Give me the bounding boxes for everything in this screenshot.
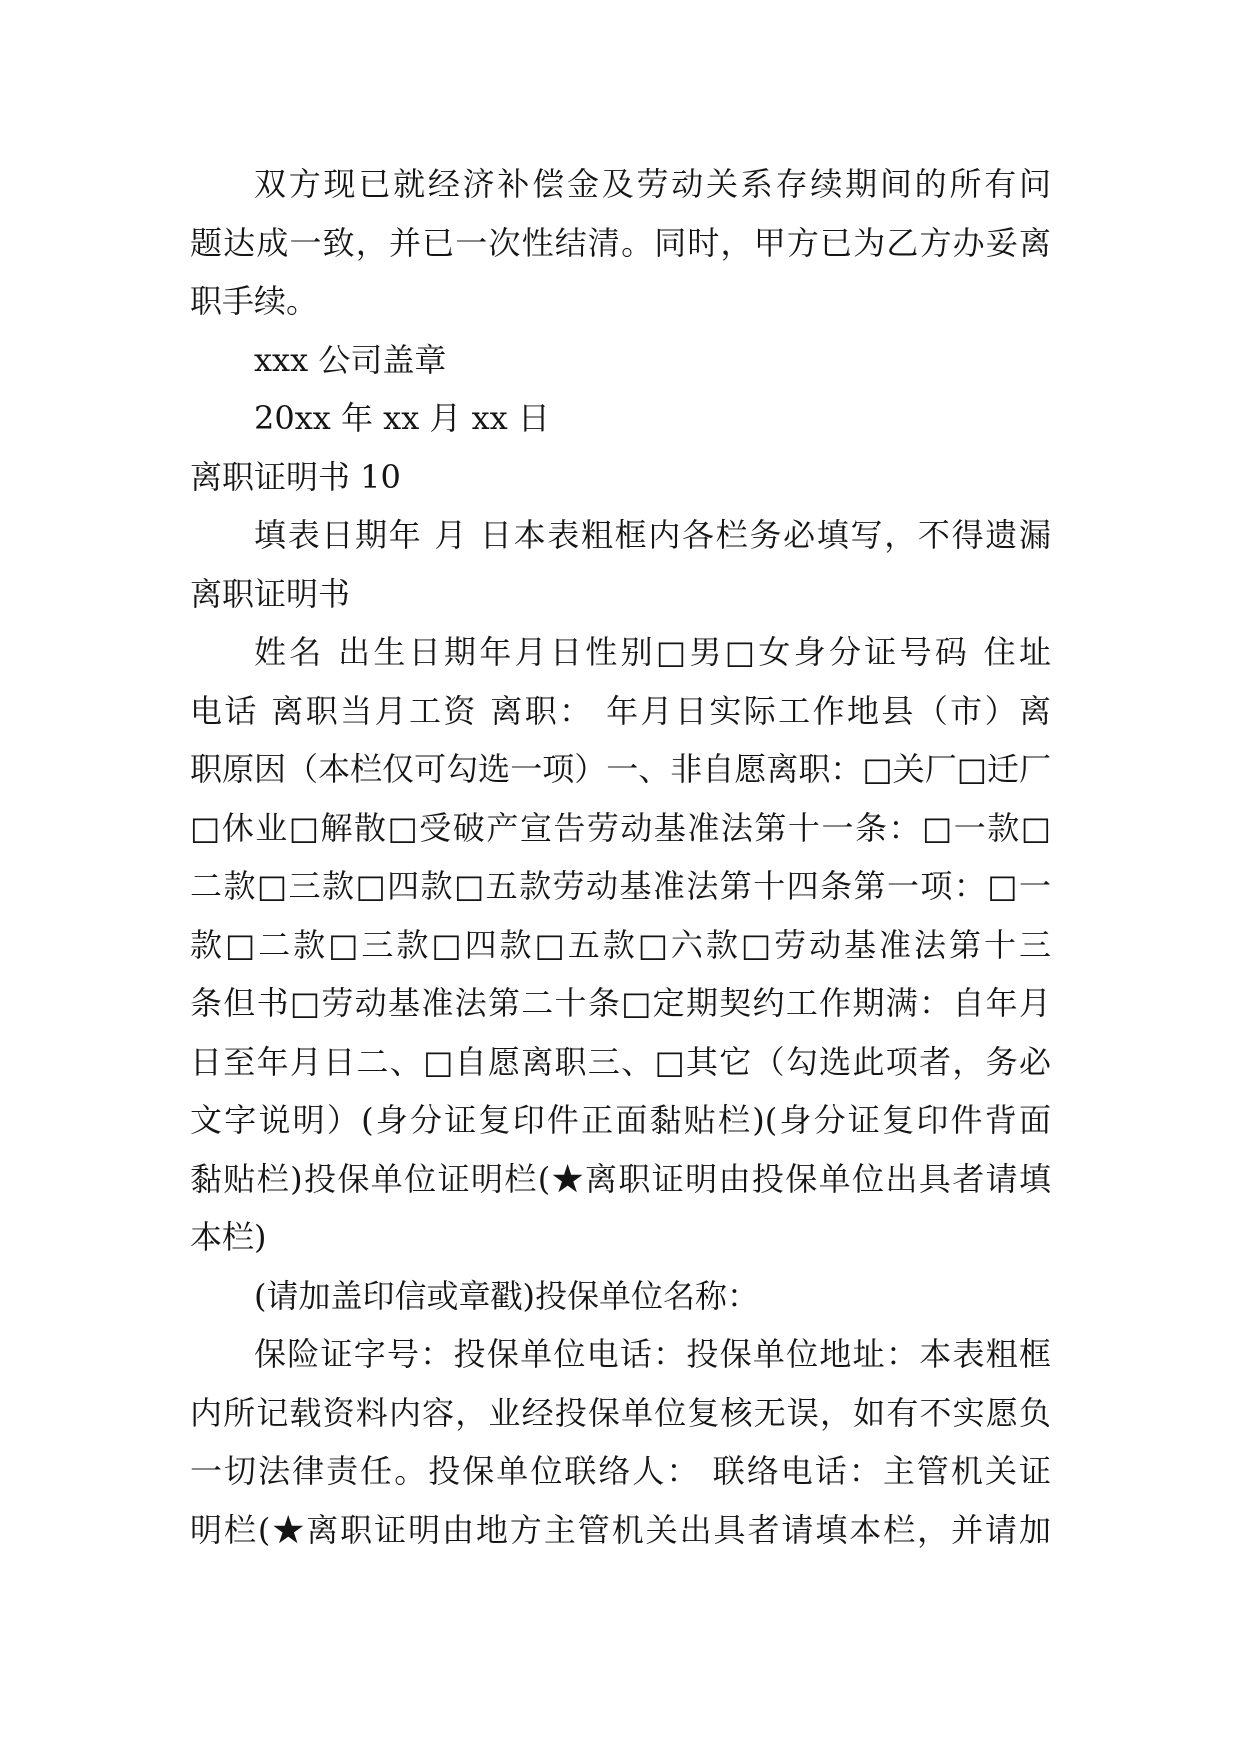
paragraph-line: 明栏(★离职证明由地方主管机关出具者请填本栏，并请加: [190, 1510, 1051, 1549]
paragraph-line: 二款□三款□四款□五款劳动基准法第十四条第一项：□一: [190, 867, 1051, 905]
paragraph-line: 题达成一致，并已一次性结清。同时，甲方已为乙方办妥离: [190, 223, 1051, 262]
paragraph-line: 日至年月日二、□自愿离职三、□其它（勾选此项者，务必: [190, 1042, 1051, 1081]
paragraph-line: 一切法律责任。投保单位联络人： 联络电话：主管机关证: [190, 1452, 1051, 1490]
paragraph-line: 电话 离职当月工资 离职： 年月日实际工作地县（市）离: [190, 691, 1051, 730]
paragraph-line: 本栏): [190, 1218, 267, 1256]
company-seal-line: xxx 公司盖章: [254, 340, 447, 379]
paragraph-line: (请加盖印信或章戳)投保单位名称：: [254, 1276, 759, 1315]
paragraph-line: 内所记载资料内容，业经投保单位复核无误，如有不实愿负: [190, 1393, 1051, 1432]
paragraph-form-fields: [190, 623, 1051, 1267]
paragraph-line: 文字说明）(身分证复印件正面黏贴栏)(身分证复印件背面: [190, 1101, 1051, 1139]
paragraph-line: 黏贴栏)投保单位证明栏(★离职证明由投保单位出具者请填: [190, 1159, 1051, 1198]
paragraph-fill-date: [190, 506, 1051, 623]
paragraph-line: 职手续。: [190, 282, 319, 320]
paragraph-insurer-info: [190, 1325, 1051, 1559]
paragraph-line: 职原因（本栏仅可勾选一项）一、非自愿离职：□关厂□迁厂: [190, 750, 1051, 788]
paragraph-line: 离职证明书: [190, 574, 351, 613]
paragraph-line: 双方现已就经济补偿金及劳动关系存续期间的所有问: [254, 165, 1051, 203]
section-heading-text: 离职证明书 10: [190, 457, 401, 496]
paragraph-line: 款□二款□三款□四款□五款□六款□劳动基准法第十三: [190, 925, 1051, 964]
paragraph-line: □休业□解散□受破产宣告劳动基准法第十一条：□一款□: [190, 808, 1051, 847]
paragraph-line: 姓名 出生日期年月日性别□男□女身分证号码 住址: [254, 633, 1051, 671]
date-line: 20xx 年 xx 月 xx 日: [254, 399, 550, 437]
paragraph-date: [190, 389, 1051, 448]
paragraph-company-seal: [190, 331, 1051, 390]
document-body: [190, 155, 1051, 1559]
section-heading: [190, 448, 1051, 507]
paragraph-line: 条但书□劳动基准法第二十条□定期契约工作期满：自年月: [190, 984, 1051, 1022]
paragraph-stamp-note: [190, 1267, 1051, 1326]
paragraph-line: 填表日期年 月 日本表粗框内各栏务必填写，不得遗漏: [254, 516, 1051, 554]
paragraph-settlement: [190, 155, 1051, 331]
paragraph-line: 保险证字号：投保单位电话：投保单位地址：本表粗框: [254, 1335, 1051, 1373]
